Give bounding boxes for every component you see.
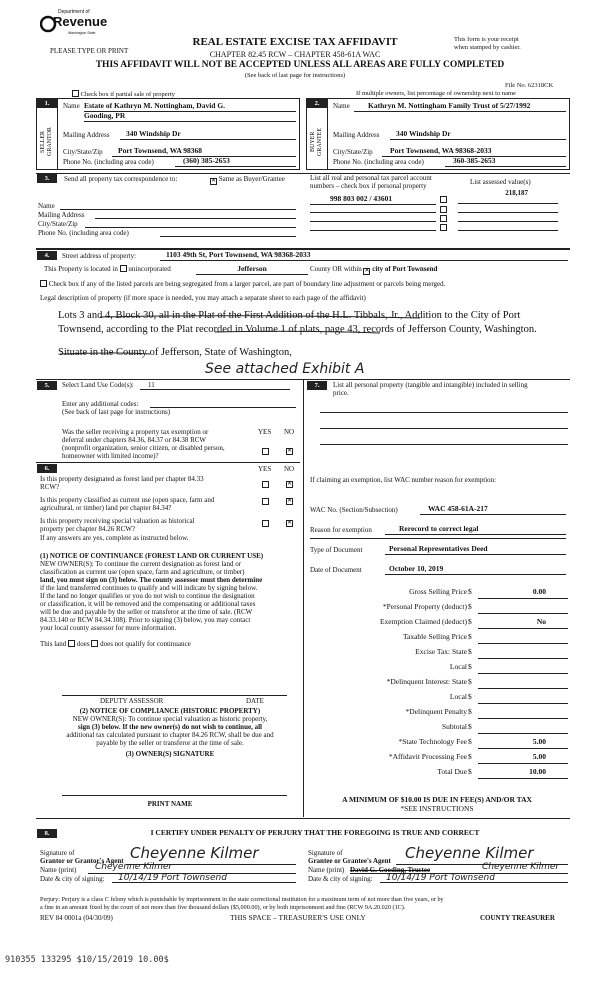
owner-signature-label: (3) OWNER(S) SIGNATURE [125,750,215,758]
grantee-name-label: Name (print) [308,866,345,874]
does-checkbox[interactable] [68,640,75,647]
s6-q2-yes-checkbox[interactable] [262,498,269,505]
fee-label: *Personal Property (deduct) [382,602,467,611]
buyer-address: 340 Windship Dr [390,130,566,140]
buyer-name-label: Name [333,102,350,110]
doc-type: Personal Representatives Deed [385,545,566,555]
continuance-3: land, you must sign on (3) below. The county assessor must then determine [40,576,263,584]
fee-dollar: $ [468,707,472,716]
exemption-label: If claiming an exemption, list WAC number reason for exemption: [310,476,497,484]
fee-dollar: $ [468,617,472,626]
logo-state: Washington State [68,31,96,35]
section-1-num: 1. [37,99,57,108]
grantor-sig-label-2: Grantor or Grantor's Agent [40,857,124,865]
s5-question-1: Was the seller receiving a property tax exemption or [62,428,209,436]
fee-label: *Affidavit Processing Fee [388,752,467,761]
s6-yes-header: YES [258,465,272,473]
grantee-sig-label-2: Grantee or Grantee's Agent [308,857,391,865]
s6-no-header: NO [284,465,295,473]
buyer-phone: 360-385-2653 [445,157,566,167]
s6-q3-line-2: property per chapter 84.26 RCW? [40,525,136,533]
corr-name-label: Name [38,202,55,210]
fee-label: Subtotal [441,722,467,731]
grantor-date-handwritten: 10/14/19 Port Townsend [118,873,227,883]
fee-dollar: $ [468,632,472,641]
fee-label: Excise Tax: State [415,647,467,656]
corr-address-label: Mailing Address [38,211,85,219]
s6-q1-line-2: RCW? [40,483,60,491]
street-address: 1103 49th St, Port Townsend, WA 98368-2033 [160,251,568,261]
grantee-printed-name: David G. Gooding, Trustee [350,866,431,874]
fee-value: 10.00 [529,767,546,776]
seller-phone: (360) 385-2653 [175,157,296,167]
county: Jefferson [196,265,308,275]
fee-dollar: $ [468,737,472,746]
wac-label: WAC No. (Section/Subsection) [310,506,398,514]
receipt-stamp: 910355 133295 $10/15/2019 10.00$ [5,955,169,965]
buyer-city: Port Townsend, WA 98368-2033 [382,147,566,157]
s6-q3-no-checkbox[interactable]: ✕ [287,520,293,526]
city-of-label: city of Port Townsend [372,265,438,273]
multiple-owners: If multiple owners, list percentage of ownership next to name [356,90,516,97]
continuance-1: NEW OWNER(S): To continue the current designation as forest land or [40,560,242,568]
additional-codes: Enter any additional codes: [62,400,139,408]
s5-no-header: NO [284,428,295,436]
fee-label: Local [449,692,467,701]
does-not-label: does not qualify for continuance [100,640,191,648]
compliance-title: (2) NOTICE OF COMPLIANCE (HISTORIC PROPERTY) [79,707,261,715]
seller-side-label: SELLER GRANTOR [40,127,53,157]
form-title: REAL ESTATE EXCISE TAX AFFIDAVIT [192,36,398,48]
buyer-address-label: Mailing Address [333,131,380,139]
buyer-side-label: BUYER GRANTEE [310,128,323,156]
grantee-date-handwritten: 10/14/19 Port Townsend [386,873,495,883]
s5-yes-checkbox[interactable] [262,448,269,455]
fee-dollar: $ [468,677,472,686]
s6-q1-yes-checkbox[interactable] [262,481,269,488]
section-6-num: 6. [37,464,57,473]
fee-dollar: $ [468,767,472,776]
continuance-9: your local county assessor for more information. [40,624,177,632]
legal-strikeouts [0,0,600,380]
grantee-date-label: Date & city of signing: [308,875,373,883]
additional-see-back: (See back of last page for instructions) [62,408,171,416]
fee-label: Total Due [437,767,467,776]
seller-city: Port Townsend, WA 98368 [112,147,296,157]
grantor-date-label: Date & city of signing: [40,875,105,883]
wac-number: WAC 458-61A-217 [420,505,566,515]
certify-statement: I CERTIFY UNDER PENALTY OF PERJURY THAT THE FOREGOING IS TRUE AND CORRECT [150,828,480,837]
grantor-name-label: Name (print) [40,866,77,874]
section-8-num: 8. [37,829,57,838]
logo-word: Revenue [53,14,108,29]
s5-question-4: homeowner with limited income)? [62,452,159,460]
county-or-label: County OR within [310,265,362,273]
section-5-num: 5. [37,381,57,390]
s6-q3-yes-checkbox[interactable] [262,520,269,527]
compliance-1: NEW OWNER(S): To continue special valuation as historic property, [72,715,268,723]
fee-label: Exemption Claimed (deduct) [379,617,467,626]
fee-dollar: $ [468,662,472,671]
does-not-checkbox[interactable] [91,640,98,647]
continuance-8: 84.33.140 or RCW 84.34.108). Prior to signing (3) below, you may contact [40,616,251,624]
seller-city-label: City/State/Zip [63,148,103,156]
form-chapter: CHAPTER 82.45 RCW – CHAPTER 458-61A WAC [209,50,381,59]
street-label: Street address of property: [62,252,137,260]
s6-q2-line-1: Is this property classified as current use (open space, farm and [40,496,215,504]
s6-q3-line-1: Is this property receiving special valuation as historical [40,517,195,525]
doc-type-label: Type of Document [310,546,363,554]
corr-city-label: City/State/Zip [38,220,78,228]
buyer-name: Kathryn M. Nottingham Family Trust of 5/27/1992 [354,102,566,112]
parcel-number: 998 803 002 / 43601 [310,195,436,205]
perjury-line-2: a fine in an amount fixed by the court of not more than five thousand dollars ($5,000.00), or by both imprisonment and fine (RCW 9A.20.020 (1C). [40,904,406,911]
section-2-num: 2. [307,99,327,108]
continuance-5: If the land no longer qualifies or you do not wish to continue the designation [40,592,255,600]
perjury-line-1: Perjury: Perjury is a class C felony which is punishable by imprisonment in the state correctional institution for a maximum term of not more than five years, or by [40,896,444,903]
continuance-4: if the land transferred continues to qualify and will indicate by signing below. [40,584,258,592]
fee-dollar: $ [468,692,472,701]
please-type: PLEASE TYPE OR PRINT [50,47,129,55]
land-use-label: Select Land Use Code(s): [62,381,134,389]
continuance-7: will be due and payable by the seller or transferor at the time of sale. (RCW [40,608,253,616]
same-as-checkbox[interactable]: ✕ [211,178,217,184]
compliance-3: additional tax calculated pursuant to chapter 84.26 RCW, shall be due and [66,731,274,739]
located-in-label: This Property is located in [44,265,118,273]
fee-dollar: $ [468,722,472,731]
parcel-header-2: numbers – check box if personal property [310,182,427,190]
corr-phone-label: Phone No. (including area code) [38,229,129,237]
continuance-6: or classification, it will be removed and the compensating or additional taxes [40,600,256,608]
personal-property-label-1: List all personal property (tangible and intangible) included in selling [333,381,528,389]
seller-phone-label: Phone No. (including area code) [63,158,154,166]
grantor-signature: Cheyenne Kilmer [130,844,259,862]
fee-value: 5.00 [532,737,546,746]
fee-label: *State Technology Fee [398,737,467,746]
seller-name-1: Estate of Kathryn M. Nottingham, David G. [84,102,296,112]
compliance-4: payable by the seller or transferor at the time of sale. [96,739,244,747]
logo-dept: Department of [58,9,90,15]
land-use-code: 11 [140,381,290,390]
fee-dollar: $ [468,602,472,611]
seller-address: 340 Windship Dr [120,130,296,140]
s6-q2-no-checkbox[interactable]: ✕ [287,498,293,504]
see-instructions: *SEE INSTRUCTIONS [400,804,474,813]
grantee-signature: Cheyenne Kilmer [405,844,534,862]
s6-q1-line-1: Is this property designated as forest land per chapter 84.33 [40,475,204,483]
see-back: (See back of last page for instructions) [244,72,346,79]
fee-label: Taxable Selling Price [402,632,467,641]
s5-question-2: deferral under chapters 84.36, 84.37 or 84.38 RCW [62,436,207,444]
seller-name-label: Name [63,102,80,110]
fee-value: 0.00 [532,587,546,596]
assessed-value: 218,187 [505,189,528,197]
legal-label: Legal description of property (if more space is needed, you may attach a separate sheet to each page of the affidavit) [40,294,366,302]
fee-dollar: $ [468,647,472,656]
treasurer-space: THIS SPACE – TREASURER'S USE ONLY [230,913,366,922]
does-label: does [76,640,90,648]
buyer-phone-label: Phone No. (including area code) [333,158,424,166]
s6-yes-note: If any answers are yes, complete as instructed below. [40,534,189,542]
s6-q2-line-2: agricultural, or timber) land per chapter 84.34? [40,504,172,512]
county-treasurer: COUNTY TREASURER [480,914,555,922]
exemption-reason: Rerecord to correct legal [385,525,566,535]
city-checkbox[interactable]: ✕ [364,268,370,274]
form-warning: THIS AFFIDAVIT WILL NOT BE ACCEPTED UNLESS ALL AREAS ARE FULLY COMPLETED [95,60,505,70]
grantee-sig-label-1: Signature of [308,849,343,857]
grantor-name-handwritten: Cheyenne Kilmer [95,862,173,872]
grantee-name-handwritten: Cheyenne Kilmer [482,862,560,872]
legal-line-1: Lots 3 and 4, Block 30, all in the Plat of the First Addition of the H.L. Tibbals, Jr., Addition to the City of Port [58,310,521,321]
buyer-city-label: City/State/Zip [333,148,373,156]
assessed-header: List assessed value(s) [470,178,531,186]
print-name-label: PRINT NAME [147,800,193,808]
legal-line-3: Situate in the County of Jefferson, State of Washington, [58,347,292,358]
grantor-sig-label-1: Signature of [40,849,75,857]
reason-label: Reason for exemption [310,526,372,534]
qualify-row [40,640,191,648]
continuance-title: (1) NOTICE OF CONTINUANCE (FOREST LAND OR CURRENT USE) [40,552,264,560]
parcel-header-1: List all real and personal tax parcel account [310,174,432,182]
legal-line-2: Townsend, according to the Plat recorded in Volume 1 of plats, page 43, records of Jefferson County, Washington. [58,324,537,335]
receipt-note-2: when stamped by cashier. [454,44,521,51]
s5-no-checkbox[interactable]: ✕ [287,448,293,454]
minimum-notice: A MINIMUM OF $10.00 IS DUE IN FEE(S) AND/OR TAX [342,795,532,804]
correspondence-label: Send all property tax correspondence to: [64,175,178,183]
assessor-date: DATE [246,697,264,705]
fee-dollar: $ [468,752,472,761]
fee-label: *Delinquent Interest: State [386,677,467,686]
doc-date-label: Date of Document [310,566,362,574]
fee-value: 5.00 [532,752,546,761]
same-as-label: Same as Buyer/Grantee [218,175,285,183]
compliance-2: sign (3) below. If the new owner(s) do not wish to continue, all [78,723,262,731]
personal-property-label-2: price. [333,389,349,397]
unincorporated-label: unincorporated [128,265,171,273]
fee-label: *Delinquent Penalty [405,707,467,716]
fee-label: Local [449,662,467,671]
fee-dollar: $ [468,587,472,596]
deputy-assessor: DEPUTY ASSESSOR [100,697,164,705]
section-4-num: 4. [37,251,57,260]
rev-number: REV 84 0001a (04/30/09) [40,914,113,922]
doc-date: October 10, 2019 [385,565,566,575]
file-no: File No. 62318CK [505,82,554,89]
receipt-note-1: This form is your receipt [454,36,519,43]
fee-value: No [536,617,546,626]
seller-name-2: Gooding, PR [84,112,296,122]
seller-address-label: Mailing Address [63,131,110,139]
s6-q1-no-checkbox[interactable]: ✕ [287,481,293,487]
handwritten-exhibit: See attached Exhibit A [205,361,365,377]
this-land-label: This land [40,640,67,648]
continuance-2: classification as current use (open space, farm and agriculture, or timber) [40,568,245,576]
section-3-num: 3. [37,174,57,183]
s5-question-3: (nonprofit organization, senior citizen, or disabled person, [62,444,225,452]
fee-label: Gross Selling Price [409,587,467,596]
section-7-num: 7. [307,381,327,390]
segregated-label: Check box if any of the listed parcels are being segregated from a larger parcel, are part of boundary line adjustment or parcels being merged. [48,280,446,288]
partial-sale-label: Check box if partial sale of property [80,91,175,98]
s5-yes-header: YES [258,428,272,436]
